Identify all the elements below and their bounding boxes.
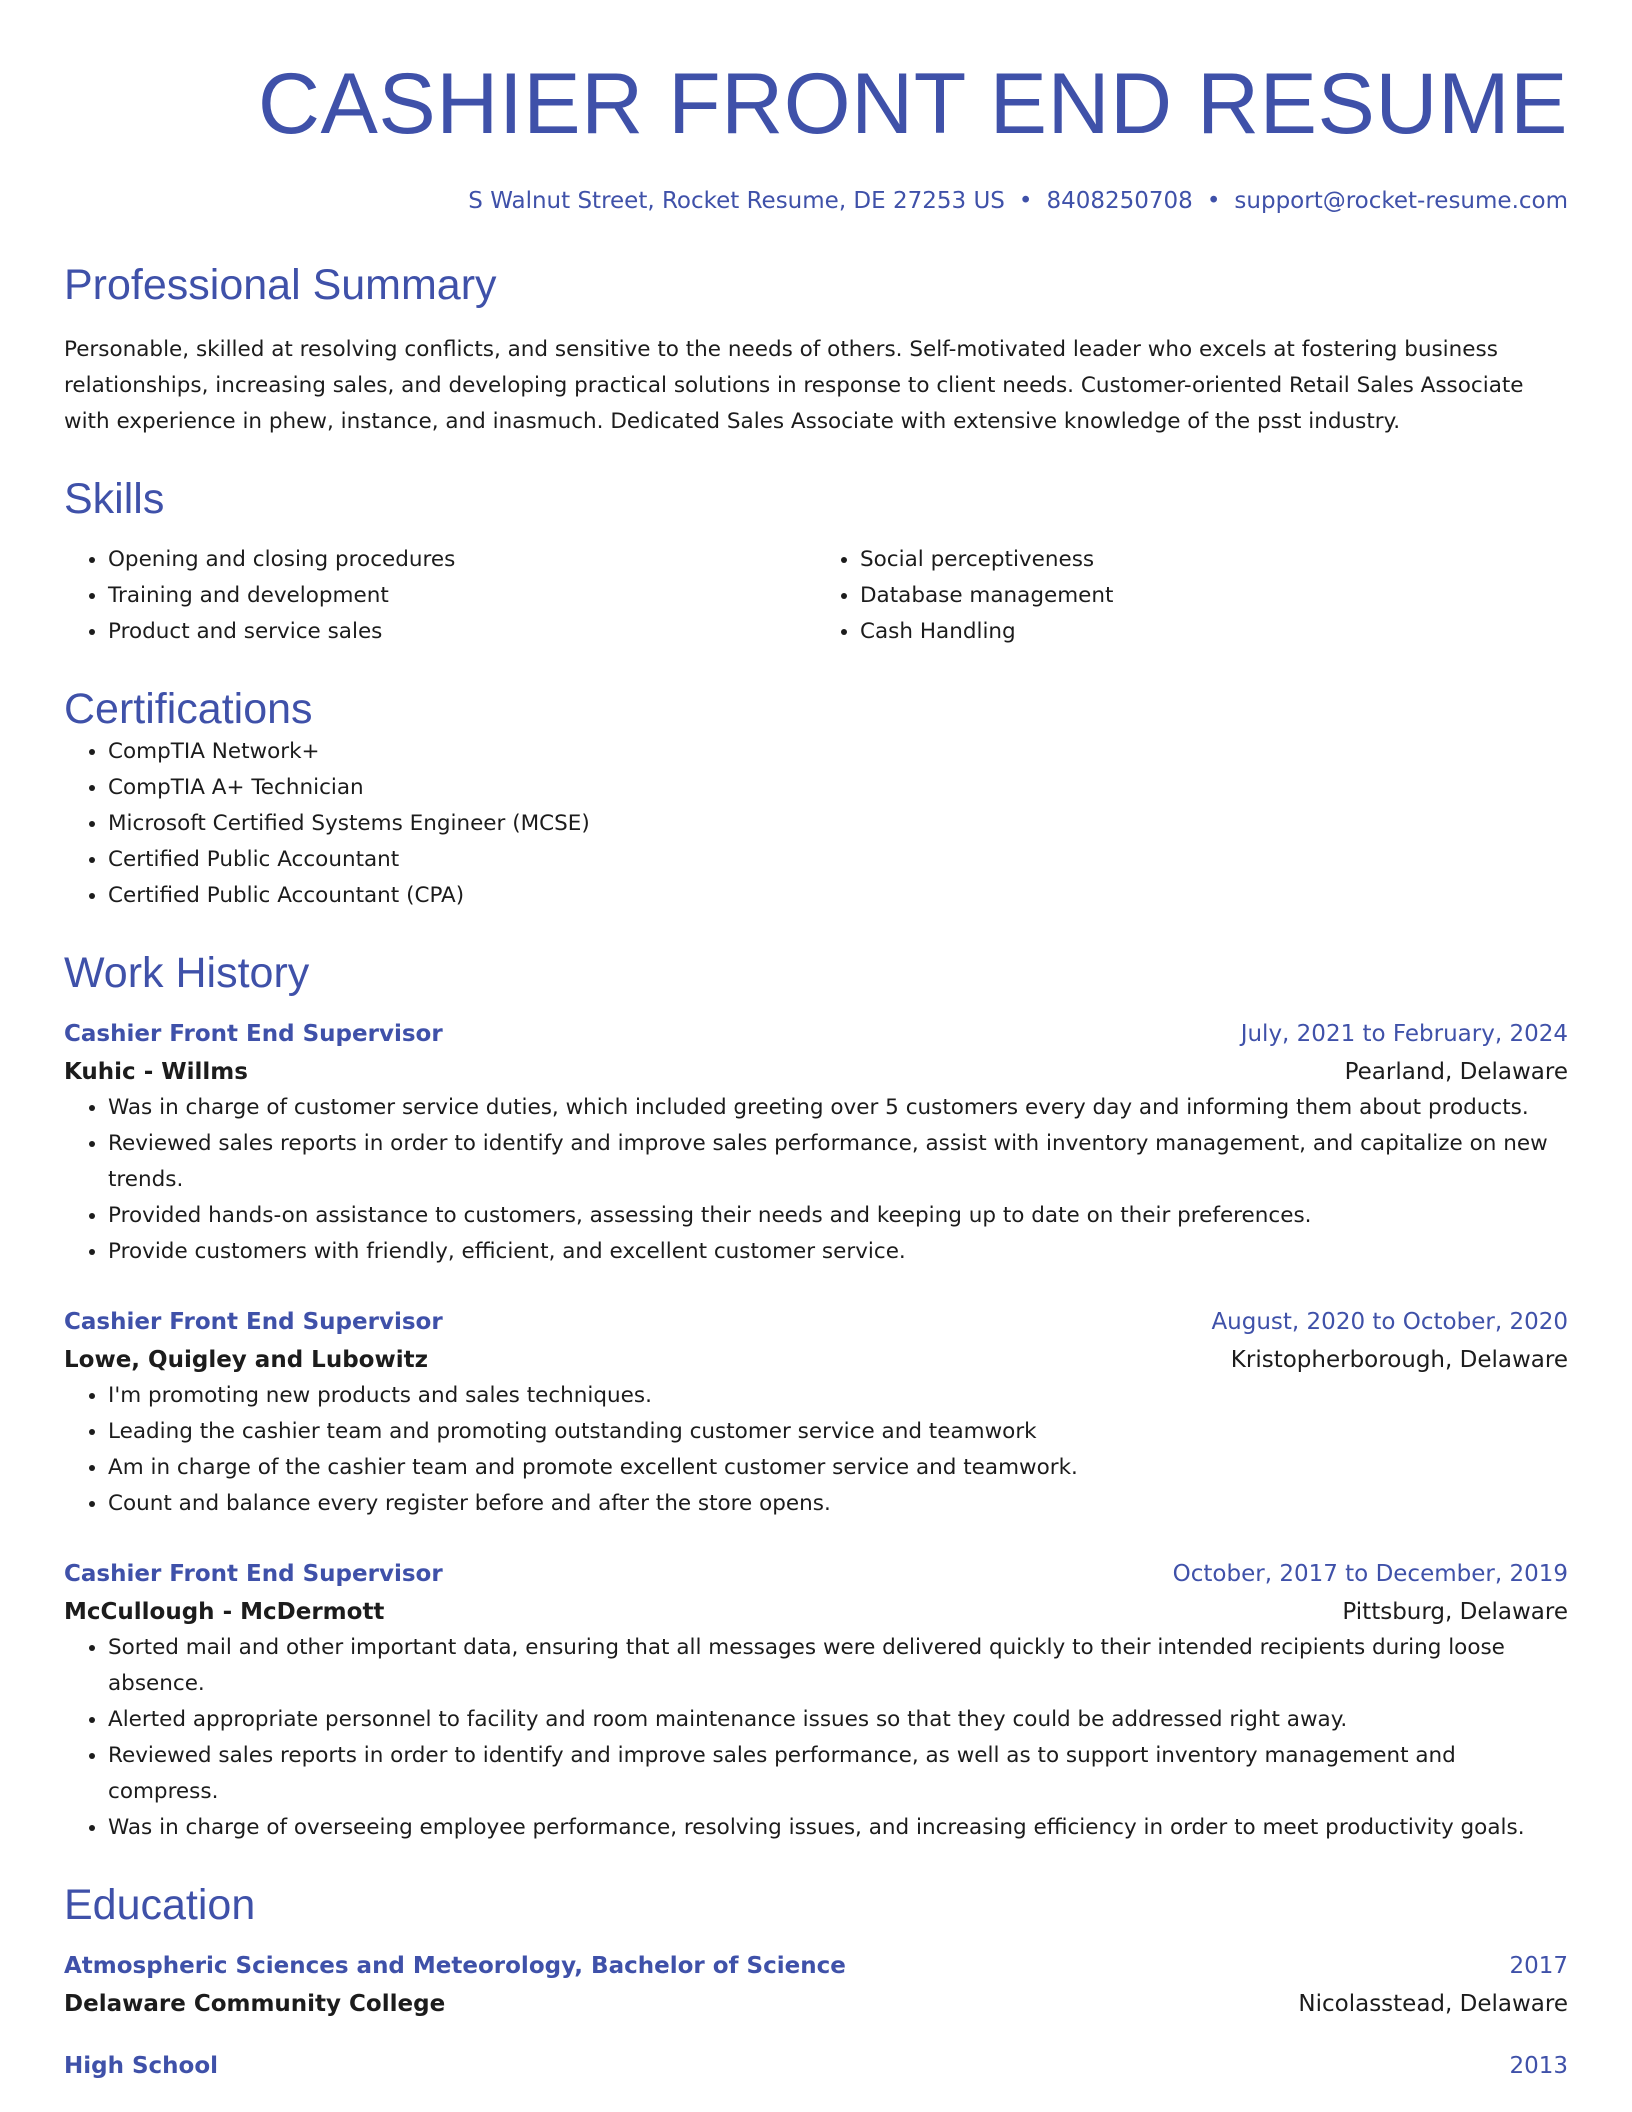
- job-bullets: [64, 1090, 1568, 1270]
- education-heading: Education: [64, 1881, 256, 1929]
- job-company: Kuhic - Willms: [64, 1059, 248, 1085]
- job-location: Pearland, Delaware: [1344, 1059, 1568, 1085]
- certification-item: • Certified Public Accountant (CPA): [108, 878, 1568, 914]
- resume-header: [64, 56, 1568, 216]
- job-entry: [64, 1016, 1568, 1270]
- job-bullet: • Provided hands-on assistance to customers, assessing their needs and keeping up to date on their preferences.: [108, 1198, 1568, 1234]
- job-title: Cashier Front End Supervisor: [64, 1021, 443, 1047]
- job-bullet: • Reviewed sales reports in order to identify and improve sales performance, assist with inventory management, and capitalize on new trends.: [108, 1126, 1568, 1198]
- education-header-row: [64, 1948, 1568, 1984]
- job-bullet: • Am in charge of the cashier team and promote excellent customer service and teamwork.: [108, 1450, 1568, 1486]
- education-location: Nicolasstead, Delaware: [1298, 1991, 1568, 2017]
- skills-list-left: [64, 542, 816, 650]
- job-company-row: [64, 1594, 1568, 1630]
- skill-item: • Database management: [860, 578, 1568, 614]
- job-title: Cashier Front End Supervisor: [64, 1561, 443, 1587]
- job-location: Kristopherborough, Delaware: [1230, 1347, 1568, 1373]
- contact-email: support@rocket-resume.com: [1234, 188, 1568, 214]
- certifications-heading: Certifications: [64, 685, 313, 733]
- skills-list-right: [816, 542, 1568, 650]
- certification-item: • CompTIA Network+: [108, 734, 1568, 770]
- education-header-row: [64, 2048, 1568, 2084]
- job-bullet: • Sorted mail and other important data, ensuring that all messages were delivered quickly to their intended recipients during loose absence.: [108, 1630, 1568, 1702]
- education-year: 2013: [1509, 2053, 1568, 2079]
- job-company-row: [64, 1054, 1568, 1090]
- job-dates: July, 2021 to February, 2024: [1240, 1021, 1568, 1047]
- contact-address: S Walnut Street, Rocket Resume, DE 27253 US: [468, 188, 1005, 214]
- job-bullets: [64, 1378, 1568, 1522]
- summary-heading: Professional Summary: [64, 261, 497, 309]
- job-dates: August, 2020 to October, 2020: [1211, 1309, 1568, 1335]
- job-bullet: • Was in charge of customer service duties, which included greeting over 5 customers every day and informing them about products.: [108, 1090, 1568, 1126]
- job-header-row: [64, 1016, 1568, 1052]
- job-entry: [64, 1304, 1568, 1522]
- certification-item: • Certified Public Accountant: [108, 842, 1568, 878]
- job-company-row: [64, 1342, 1568, 1378]
- education-degree: Atmospheric Sciences and Meteorology, Bachelor of Science: [64, 1953, 846, 1979]
- certification-item: • Microsoft Certified Systems Engineer (MCSE): [108, 806, 1568, 842]
- job-bullets: [64, 1630, 1568, 1846]
- contact-separator: •: [1018, 188, 1033, 214]
- job-company: Lowe, Quigley and Lubowitz: [64, 1347, 428, 1373]
- resume-name: CASHIER FRONT END RESUME: [257, 56, 1568, 152]
- summary-text: Personable, skilled at resolving conflicts, and sensitive to the needs of others. Self-motivated leader who excels at fostering business relationships, increasing sales, and developing practical solutions in response to client needs. Customer-oriented Retail Sales Associate with experience in phew, instance, and inasmuch. Dedicated Sales Associate with extensive knowledge of the psst industry.: [64, 337, 1524, 434]
- job-bullet: • Reviewed sales reports in order to identify and improve sales performance, as well as to support inventory management and compress.: [108, 1738, 1568, 1810]
- job-title: Cashier Front End Supervisor: [64, 1309, 443, 1335]
- job-bullet: • Count and balance every register before and after the store opens.: [108, 1486, 1568, 1522]
- skills-grid: [64, 542, 1568, 650]
- certifications-list: [64, 734, 1568, 914]
- job-bullet: • Alerted appropriate personnel to facility and room maintenance issues so that they could be addressed right away.: [108, 1702, 1568, 1738]
- work-history-heading: Work History: [64, 949, 310, 997]
- education-school: Delaware Community College: [64, 1991, 446, 2017]
- job-header-row: [64, 1556, 1568, 1592]
- education-year: 2017: [1509, 1953, 1568, 1979]
- contact-phone: 8408250708: [1046, 188, 1193, 214]
- job-bullet: • I'm promoting new products and sales techniques.: [108, 1378, 1568, 1414]
- contact-line: [64, 186, 1568, 216]
- education-entry: [64, 2048, 1568, 2084]
- job-bullet: • Leading the cashier team and promoting outstanding customer service and teamwork: [108, 1414, 1568, 1450]
- skill-item: • Cash Handling: [860, 614, 1568, 650]
- job-dates: October, 2017 to December, 2019: [1172, 1561, 1568, 1587]
- job-company: McCullough - McDermott: [64, 1599, 385, 1625]
- education-entry: [64, 1948, 1568, 2022]
- education-degree: High School: [64, 2053, 219, 2079]
- certification-item: • CompTIA A+ Technician: [108, 770, 1568, 806]
- education-school-row: [64, 1986, 1568, 2022]
- skill-item: • Training and development: [108, 578, 816, 614]
- job-bullet: • Was in charge of overseeing employee performance, resolving issues, and increasing efficiency in order to meet productivity goals.: [108, 1810, 1568, 1846]
- job-location: Pittsburg, Delaware: [1342, 1599, 1568, 1625]
- skills-heading: Skills: [64, 475, 165, 523]
- skill-item: • Social perceptiveness: [860, 542, 1568, 578]
- skill-item: • Product and service sales: [108, 614, 816, 650]
- skill-item: • Opening and closing procedures: [108, 542, 816, 578]
- contact-separator: •: [1206, 188, 1221, 214]
- job-bullet: • Provide customers with friendly, efficient, and excellent customer service.: [108, 1234, 1568, 1270]
- job-entry: [64, 1556, 1568, 1846]
- job-header-row: [64, 1304, 1568, 1340]
